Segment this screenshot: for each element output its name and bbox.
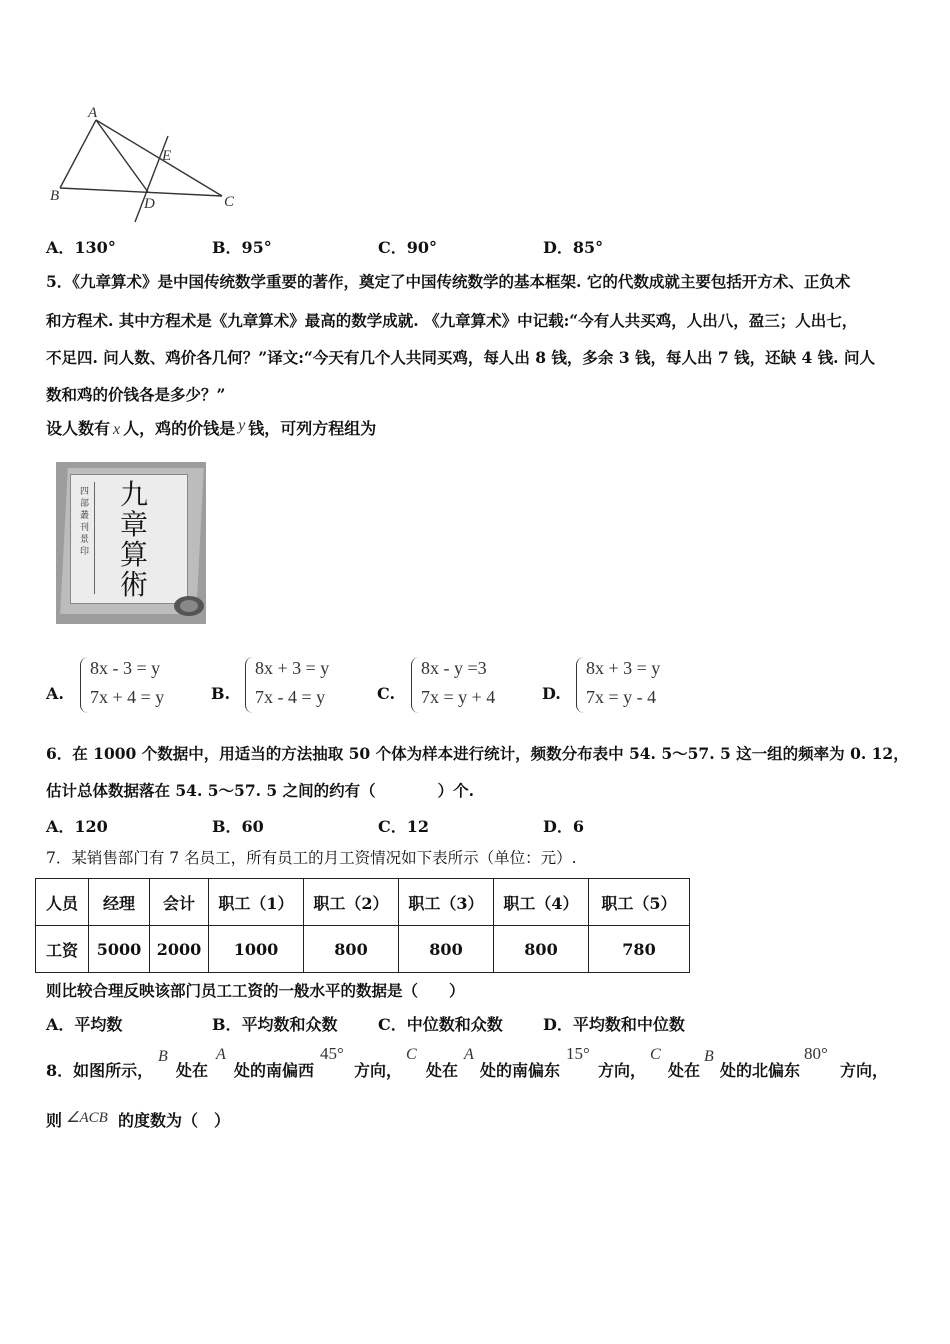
label-b: B bbox=[50, 188, 60, 204]
q6-option-b[interactable]: B．60 bbox=[212, 817, 264, 836]
wage-table bbox=[35, 878, 690, 973]
q8-text: 处的南偏西 bbox=[234, 1061, 315, 1080]
q4-option-b[interactable]: B．95° bbox=[212, 238, 272, 257]
point-a: A bbox=[216, 1046, 226, 1063]
table-cell: 工资 bbox=[36, 926, 89, 973]
q5-option-c-label[interactable]: C. bbox=[377, 684, 396, 703]
book-title-char: 九 bbox=[119, 478, 148, 511]
q6-option-d[interactable]: D．6 bbox=[543, 817, 585, 836]
book-photo bbox=[56, 462, 206, 624]
table-cell: 5000 bbox=[89, 926, 150, 973]
table-cell: 800 bbox=[304, 926, 399, 973]
label-e: E bbox=[162, 148, 172, 164]
variable-x: x bbox=[113, 421, 121, 438]
table-cell: 780 bbox=[589, 926, 690, 973]
q7-stem: 7．某销售部门有 7 名员工，所有员工的月工资情况如下表所示（单位：元）. bbox=[46, 849, 577, 867]
angle-acb: ∠ACB bbox=[66, 1110, 108, 1126]
label-a: A bbox=[88, 105, 98, 121]
equation: 7x + 4 = y bbox=[90, 687, 165, 707]
q4-option-c[interactable]: C．90° bbox=[378, 238, 438, 257]
table-header-cell: 职工（5） bbox=[589, 879, 690, 926]
q6-line-2: 估计总体数据落在 54. 5～57. 5 之间的约有（ ）个. bbox=[46, 781, 474, 800]
label-d: D bbox=[144, 196, 155, 212]
table-header-cell: 经理 bbox=[89, 879, 150, 926]
table-header-row bbox=[36, 879, 690, 926]
table-header-cell: 职工（2） bbox=[304, 879, 399, 926]
table-cell: 2000 bbox=[150, 926, 209, 973]
table-cell: 800 bbox=[494, 926, 589, 973]
point-b: B bbox=[704, 1048, 714, 1065]
q8-text: 处在 bbox=[426, 1061, 459, 1080]
table-header-cell: 人员 bbox=[36, 879, 89, 926]
q6-line-1: 6．在 1000 个数据中，用适当的方法抽取 50 个体为样本进行统计，频数分布表中 54. 5～57. 5 这一组的频率为 0. 12， bbox=[46, 744, 909, 763]
table-header-cell: 会计 bbox=[150, 879, 209, 926]
equation: 7x - 4 = y bbox=[255, 687, 326, 707]
q7-question: 则比较合理反映该部门员工工资的一般水平的数据是（ ） bbox=[46, 981, 465, 1000]
q8-text: 处的北偏东 bbox=[720, 1061, 801, 1080]
q8-text: 处在 bbox=[668, 1061, 701, 1080]
q5-setup-mid: 人，鸡的价钱是 bbox=[123, 419, 236, 438]
triangle-figure bbox=[40, 100, 250, 230]
label-c: C bbox=[224, 194, 235, 210]
equation: 8x - y =3 bbox=[421, 658, 487, 678]
equation: 8x + 3 = y bbox=[255, 658, 330, 678]
book-title bbox=[114, 480, 154, 600]
q5-setup-pre: 设人数有 bbox=[46, 419, 111, 438]
point-a: A bbox=[464, 1046, 474, 1063]
q8-text: 方向， bbox=[840, 1061, 889, 1080]
q5-line-3: 不足四. 问人数、鸡价各几何？”译文:“今天有几个人共同买鸡，每人出 8 钱，多余 3 钱，每人出 7 钱，还缺 4 钱. 问人 bbox=[46, 348, 875, 367]
q8-text: 方向， bbox=[598, 1061, 647, 1080]
q5-option-a-label[interactable]: A. bbox=[46, 684, 64, 703]
equation: 7x = y - 4 bbox=[586, 687, 657, 707]
q5-setup bbox=[46, 416, 376, 439]
q8-text: 的度数为（ ） bbox=[118, 1111, 231, 1130]
book-title-char: 術 bbox=[119, 568, 148, 601]
q8-number: 8．如图所示， bbox=[46, 1061, 154, 1080]
variable-y: y bbox=[238, 417, 246, 434]
q4-option-d[interactable]: D．85° bbox=[543, 238, 604, 257]
book-title-char: 章 bbox=[119, 508, 148, 541]
table-row bbox=[36, 926, 690, 973]
q8-text: 处的南偏东 bbox=[480, 1061, 561, 1080]
q7-option-d[interactable]: D．平均数和中位数 bbox=[543, 1015, 685, 1034]
q5-option-d-label[interactable]: D. bbox=[542, 684, 561, 703]
q8-text: 处在 bbox=[176, 1061, 209, 1080]
segment-ad bbox=[96, 120, 148, 192]
point-b: B bbox=[158, 1048, 168, 1065]
equation: 8x - 3 = y bbox=[90, 658, 161, 678]
q4-option-a[interactable]: A．130° bbox=[46, 238, 116, 257]
q6-option-c[interactable]: C．12 bbox=[378, 817, 430, 836]
book-side-text: 四部叢刊景印 bbox=[80, 487, 90, 557]
q6-option-a[interactable]: A．120 bbox=[46, 817, 108, 836]
q8-text: 方向， bbox=[354, 1061, 403, 1080]
equation: 8x + 3 = y bbox=[586, 658, 661, 678]
table-header-cell: 职工（3） bbox=[399, 879, 494, 926]
point-c: C bbox=[650, 1046, 661, 1063]
angle-15: 15° bbox=[566, 1044, 590, 1063]
q8-text: 则 bbox=[46, 1111, 63, 1130]
q5-line-4: 数和鸡的价钱各是多少？” bbox=[46, 385, 226, 404]
equation: 7x = y + 4 bbox=[421, 687, 496, 707]
q7-option-b[interactable]: B．平均数和众数 bbox=[212, 1015, 338, 1034]
q5-line-2: 和方程术. 其中方程术是《九章算术》最高的数学成就. 《九章算术》中记载:“今有人共买鸡，人出八，盈三；人出七， bbox=[46, 311, 858, 330]
q5-option-b-label[interactable]: B. bbox=[211, 684, 231, 703]
segment-bc bbox=[60, 188, 222, 196]
segment-ab bbox=[60, 120, 96, 188]
q7-option-c[interactable]: C．中位数和众数 bbox=[378, 1015, 503, 1034]
q7-option-a[interactable]: A．平均数 bbox=[46, 1015, 123, 1034]
q5-line-1: 5．《九章算术》是中国传统数学重要的著作，奠定了中国传统数学的基本框架. 它的代数成就主要包括开方术、正负术 bbox=[46, 272, 851, 291]
table-header-cell: 职工（1） bbox=[209, 879, 304, 926]
q5-setup-post: 钱，可列方程组为 bbox=[248, 419, 377, 438]
table-header-cell: 职工（4） bbox=[494, 879, 589, 926]
table-cell: 800 bbox=[399, 926, 494, 973]
point-c: C bbox=[406, 1046, 417, 1063]
book-title-char: 算 bbox=[119, 538, 148, 571]
table-cell: 1000 bbox=[209, 926, 304, 973]
angle-80: 80° bbox=[804, 1044, 828, 1063]
angle-45: 45° bbox=[320, 1044, 344, 1063]
